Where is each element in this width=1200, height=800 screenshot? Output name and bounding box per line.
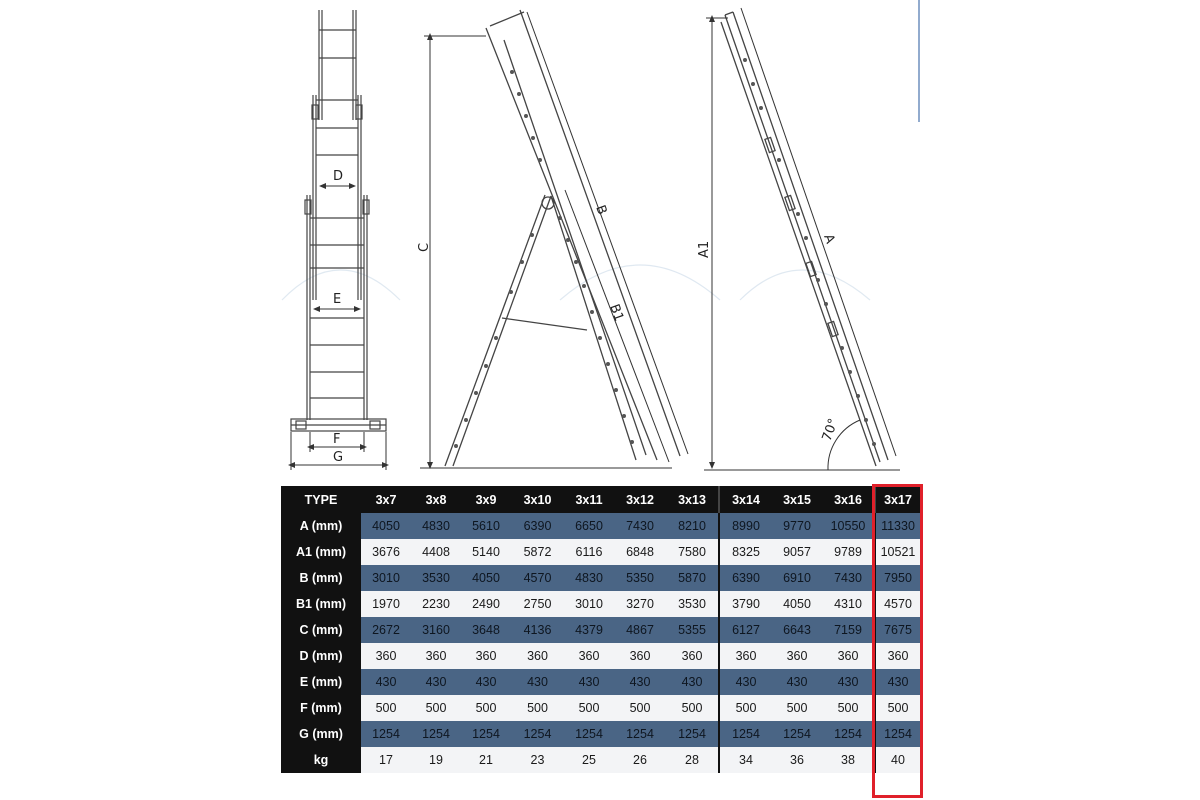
table-cell: 430 (461, 669, 511, 695)
table-cell: 500 (614, 695, 666, 721)
table-cell: 360 (361, 643, 411, 669)
table-cell: 6390 (511, 513, 564, 539)
table-cell: 1254 (822, 721, 875, 747)
table-cell: 2750 (511, 591, 564, 617)
table-cell: 6848 (614, 539, 666, 565)
label-g: G (333, 450, 344, 465)
table-cell: 7950 (875, 565, 920, 591)
table-cell: 6127 (719, 617, 772, 643)
label-a1: A1 (697, 240, 712, 258)
table-cell: 430 (719, 669, 772, 695)
table-row (281, 565, 920, 591)
table-cell: 9057 (772, 539, 822, 565)
table-row (281, 591, 920, 617)
table-cell: 1254 (772, 721, 822, 747)
table-row (281, 617, 920, 643)
table-cell: 360 (461, 643, 511, 669)
table-cell: 19 (411, 747, 461, 773)
front-dimensions (291, 186, 386, 470)
table-cell: 7430 (822, 565, 875, 591)
background-decoration (282, 265, 870, 300)
spec-table (281, 486, 920, 773)
table-cell: 500 (772, 695, 822, 721)
table-cell: 5355 (666, 617, 719, 643)
table-cell: 430 (564, 669, 614, 695)
table-cell: 4050 (461, 565, 511, 591)
table-cell: 3010 (564, 591, 614, 617)
table-row-label: B (mm) (281, 565, 361, 591)
table-cell: 430 (511, 669, 564, 695)
table-cell: 360 (666, 643, 719, 669)
table-cell: 1254 (614, 721, 666, 747)
table-cell: 500 (411, 695, 461, 721)
table-header-cell: 3x10 (511, 486, 564, 513)
table-cell: 36 (772, 747, 822, 773)
table-cell: 4570 (875, 591, 920, 617)
label-d: D (333, 169, 344, 184)
table-row (281, 513, 920, 539)
aframe-dimensions (420, 12, 688, 468)
table-cell: 1254 (875, 721, 920, 747)
table-cell: 500 (719, 695, 772, 721)
table-cell: 3530 (411, 565, 461, 591)
table-cell: 360 (564, 643, 614, 669)
table-cell: 430 (614, 669, 666, 695)
table-row-label: G (mm) (281, 721, 361, 747)
table-cell: 500 (461, 695, 511, 721)
label-f: F (333, 432, 341, 447)
table-header-cell: 3x16 (822, 486, 875, 513)
table-cell: 4867 (614, 617, 666, 643)
table-cell: 1254 (361, 721, 411, 747)
table-cell: 5870 (666, 565, 719, 591)
table-cell: 4570 (511, 565, 564, 591)
label-b: B (592, 203, 610, 217)
table-cell: 23 (511, 747, 564, 773)
table-cell: 3270 (614, 591, 666, 617)
table-cell: 1254 (719, 721, 772, 747)
table-cell: 4136 (511, 617, 564, 643)
table-cell: 360 (411, 643, 461, 669)
label-angle: 70° (819, 416, 842, 444)
table-cell: 3648 (461, 617, 511, 643)
table-header-row (281, 486, 920, 513)
table-cell: 430 (772, 669, 822, 695)
table-header-cell: 3x15 (772, 486, 822, 513)
table-cell: 26 (614, 747, 666, 773)
table-row-label: kg (281, 747, 361, 773)
table-cell: 1254 (411, 721, 461, 747)
table-cell: 4408 (411, 539, 461, 565)
table-cell: 1254 (666, 721, 719, 747)
table-row-label: D (mm) (281, 643, 361, 669)
table-header-type: TYPE (281, 486, 361, 513)
table-cell: 9789 (822, 539, 875, 565)
table-cell: 4310 (822, 591, 875, 617)
table-cell: 430 (361, 669, 411, 695)
table-cell: 5872 (511, 539, 564, 565)
table-cell: 360 (822, 643, 875, 669)
table-cell: 7430 (614, 513, 666, 539)
table-cell: 21 (461, 747, 511, 773)
table-cell: 34 (719, 747, 772, 773)
leaning-rungs (743, 58, 876, 446)
table-cell: 8325 (719, 539, 772, 565)
table-cell: 4050 (361, 513, 411, 539)
table-cell: 7159 (822, 617, 875, 643)
table-cell: 8990 (719, 513, 772, 539)
table-cell: 6650 (564, 513, 614, 539)
table-cell: 5350 (614, 565, 666, 591)
table-cell: 430 (875, 669, 920, 695)
table-row-label: B1 (mm) (281, 591, 361, 617)
table-row (281, 747, 920, 773)
table-cell: 40 (875, 747, 920, 773)
table-header-cell: 3x8 (411, 486, 461, 513)
table-cell: 3530 (666, 591, 719, 617)
table-row-label: A1 (mm) (281, 539, 361, 565)
table-header-cell: 3x11 (564, 486, 614, 513)
table-cell: 500 (875, 695, 920, 721)
table-row (281, 539, 920, 565)
table-cell: 430 (411, 669, 461, 695)
table-cell: 2230 (411, 591, 461, 617)
table-cell: 6390 (719, 565, 772, 591)
table-cell: 360 (772, 643, 822, 669)
table-cell: 360 (875, 643, 920, 669)
table-row (281, 669, 920, 695)
table-cell: 4830 (411, 513, 461, 539)
table-cell: 8210 (666, 513, 719, 539)
table-cell: 11330 (875, 513, 920, 539)
table-header-cell: 3x7 (361, 486, 411, 513)
table-cell: 4050 (772, 591, 822, 617)
table-row-label: C (mm) (281, 617, 361, 643)
table-cell: 1254 (511, 721, 564, 747)
table-cell: 2490 (461, 591, 511, 617)
table-cell: 1254 (564, 721, 614, 747)
label-a: A (820, 232, 838, 246)
label-e: E (333, 292, 342, 307)
table-row (281, 643, 920, 669)
table-cell: 430 (666, 669, 719, 695)
table-cell: 10550 (822, 513, 875, 539)
table-cell: 500 (361, 695, 411, 721)
table-cell: 1970 (361, 591, 411, 617)
table-cell: 9770 (772, 513, 822, 539)
table-cell: 500 (822, 695, 875, 721)
label-b1: B1 (606, 302, 627, 324)
table-cell: 28 (666, 747, 719, 773)
table-cell: 5140 (461, 539, 511, 565)
table-cell: 500 (564, 695, 614, 721)
table-cell: 500 (511, 695, 564, 721)
table-cell: 10521 (875, 539, 920, 565)
table-cell: 6643 (772, 617, 822, 643)
table-cell: 360 (719, 643, 772, 669)
table-cell: 6910 (772, 565, 822, 591)
table-cell: 6116 (564, 539, 614, 565)
table-cell: 3790 (719, 591, 772, 617)
table-row-label: F (mm) (281, 695, 361, 721)
table-header-cell: 3x9 (461, 486, 511, 513)
table-header-cell: 3x12 (614, 486, 666, 513)
table-cell: 7580 (666, 539, 719, 565)
table-cell: 1254 (461, 721, 511, 747)
table-cell: 38 (822, 747, 875, 773)
table-cell: 5610 (461, 513, 511, 539)
table-cell: 2672 (361, 617, 411, 643)
table-cell: 500 (666, 695, 719, 721)
table-cell: 17 (361, 747, 411, 773)
table-cell: 4379 (564, 617, 614, 643)
table-cell: 360 (511, 643, 564, 669)
table-header-cell: 3x17 (875, 486, 920, 513)
table-cell: 3010 (361, 565, 411, 591)
table-row (281, 721, 920, 747)
table-row-label: A (mm) (281, 513, 361, 539)
table-cell: 3160 (411, 617, 461, 643)
table-header-cell: 3x13 (666, 486, 719, 513)
table-header-cell: 3x14 (719, 486, 772, 513)
table-cell: 3676 (361, 539, 411, 565)
table-cell: 7675 (875, 617, 920, 643)
table-cell: 430 (822, 669, 875, 695)
table-cell: 360 (614, 643, 666, 669)
table-row (281, 695, 920, 721)
table-row-label: E (mm) (281, 669, 361, 695)
table-cell: 25 (564, 747, 614, 773)
label-c: C (417, 242, 432, 252)
front-view-ladder (291, 10, 386, 431)
table-cell: 4830 (564, 565, 614, 591)
aframe-rungs (454, 70, 634, 448)
